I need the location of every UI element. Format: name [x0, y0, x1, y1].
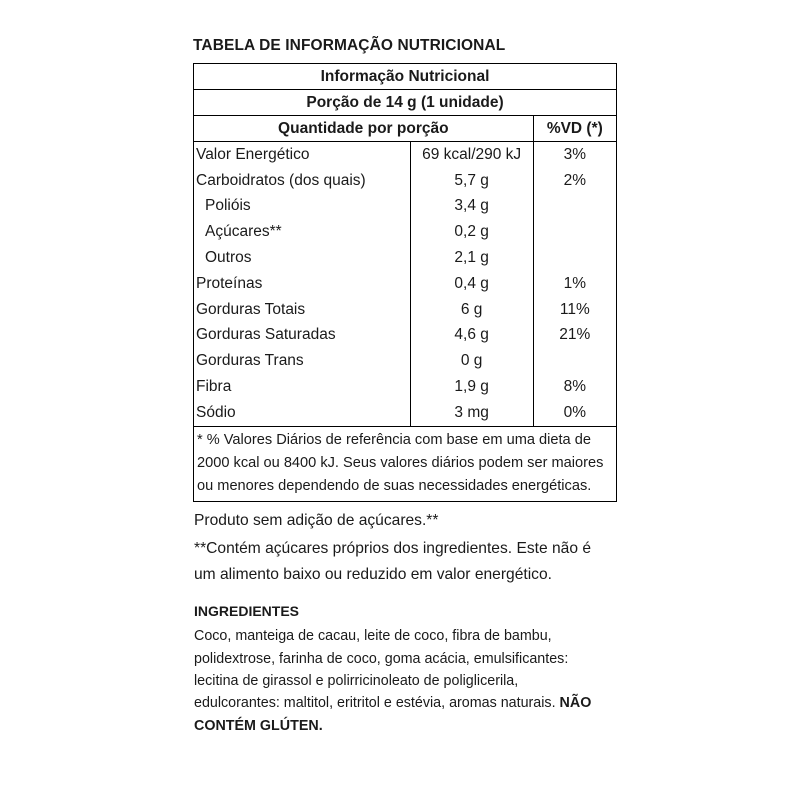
nutrient-amount: 3 mg: [410, 400, 533, 426]
nutrient-name: Valor Energético: [194, 142, 411, 168]
nutrient-row: [194, 323, 617, 349]
nutrient-row: [194, 348, 617, 374]
nutrient-name: Proteínas: [194, 271, 411, 297]
nutrient-name: Polióis: [194, 194, 411, 220]
footnote-row: [194, 426, 617, 501]
nutrient-vd: [533, 348, 616, 374]
portion-size: Porção de 14 g (1 unidade): [194, 90, 617, 116]
gluten-warning: NÃO CONTÉM GLÚTEN.: [194, 695, 592, 734]
ingredients-text: [194, 625, 604, 737]
nutrient-row: [194, 400, 617, 426]
nutrient-amount: 0 g: [410, 348, 533, 374]
nutrient-name: Gorduras Totais: [194, 297, 411, 323]
column-header-row: [194, 116, 617, 142]
nutrient-amount: 0,4 g: [410, 271, 533, 297]
nutrient-amount: 1,9 g: [410, 374, 533, 400]
nutrient-row: [194, 194, 617, 220]
nutrient-row: [194, 219, 617, 245]
nutrient-vd: 21%: [533, 323, 616, 349]
nutrient-vd: 2%: [533, 168, 616, 194]
nutrient-vd: 11%: [533, 297, 616, 323]
column-header-vd: %VD (*): [533, 116, 616, 142]
nutrient-amount: 2,1 g: [410, 245, 533, 271]
nutrient-vd: [533, 219, 616, 245]
sugar-footnote: **Contém açúcares próprios dos ingredientes. Este não é um alimento baixo ou reduzido em valor energético.: [194, 540, 592, 583]
nutrient-vd: 8%: [533, 374, 616, 400]
table-header-row: [194, 64, 617, 90]
table-header: Informação Nutricional: [194, 64, 617, 90]
nutrient-amount: 6 g: [410, 297, 533, 323]
nutrient-name: Açúcares**: [194, 219, 411, 245]
no-sugar-note: Produto sem adição de açúcares.**: [194, 511, 439, 529]
nutrient-vd: 1%: [533, 271, 616, 297]
nutrition-table: [193, 63, 617, 502]
nutrient-vd: 3%: [533, 142, 616, 168]
nutrient-name: Carboidratos (dos quais): [194, 168, 411, 194]
nutrient-amount: 5,7 g: [410, 168, 533, 194]
nutrient-row: [194, 168, 617, 194]
nutrient-vd: 0%: [533, 400, 616, 426]
table-footnote: * % Valores Diários de referência com base em uma dieta de 2000 kcal ou 8400 kJ. Seus valores diários podem ser maiores ou menores dependendo de suas necessidades energéticas.: [194, 426, 617, 501]
nutrient-amount: 0,2 g: [410, 219, 533, 245]
nutrient-row: [194, 271, 617, 297]
nutrient-vd: [533, 245, 616, 271]
nutrient-row: [194, 142, 617, 168]
nutrient-row: [194, 297, 617, 323]
nutrition-document: [193, 36, 617, 737]
nutrient-amount: 4,6 g: [410, 323, 533, 349]
ingredients-list: Coco, manteiga de cacau, leite de coco, fibra de bambu, polidextrose, farinha de coco, goma acácia, emulsificantes: lecitina de girassol e polirricinoleato de poliglicerila, edulcorantes: maltitol, eritritol e estévia, aromas naturais.: [194, 628, 569, 712]
nutrient-name: Fibra: [194, 374, 411, 400]
column-header-quantity: Quantidade por porção: [194, 116, 534, 142]
nutrient-name: Outros: [194, 245, 411, 271]
portion-row: [194, 90, 617, 116]
nutrient-name: Sódio: [194, 400, 411, 426]
nutrient-name: Gorduras Saturadas: [194, 323, 411, 349]
nutrient-row: [194, 374, 617, 400]
nutrient-amount: 69 kcal/290 kJ: [410, 142, 533, 168]
ingredients-title: INGREDIENTES: [194, 603, 300, 620]
nutrient-vd: [533, 194, 616, 220]
document-title: TABELA DE INFORMAÇÃO NUTRICIONAL: [193, 37, 506, 54]
nutrient-amount: 3,4 g: [410, 194, 533, 220]
nutrient-row: [194, 245, 617, 271]
nutrient-name: Gorduras Trans: [194, 348, 411, 374]
